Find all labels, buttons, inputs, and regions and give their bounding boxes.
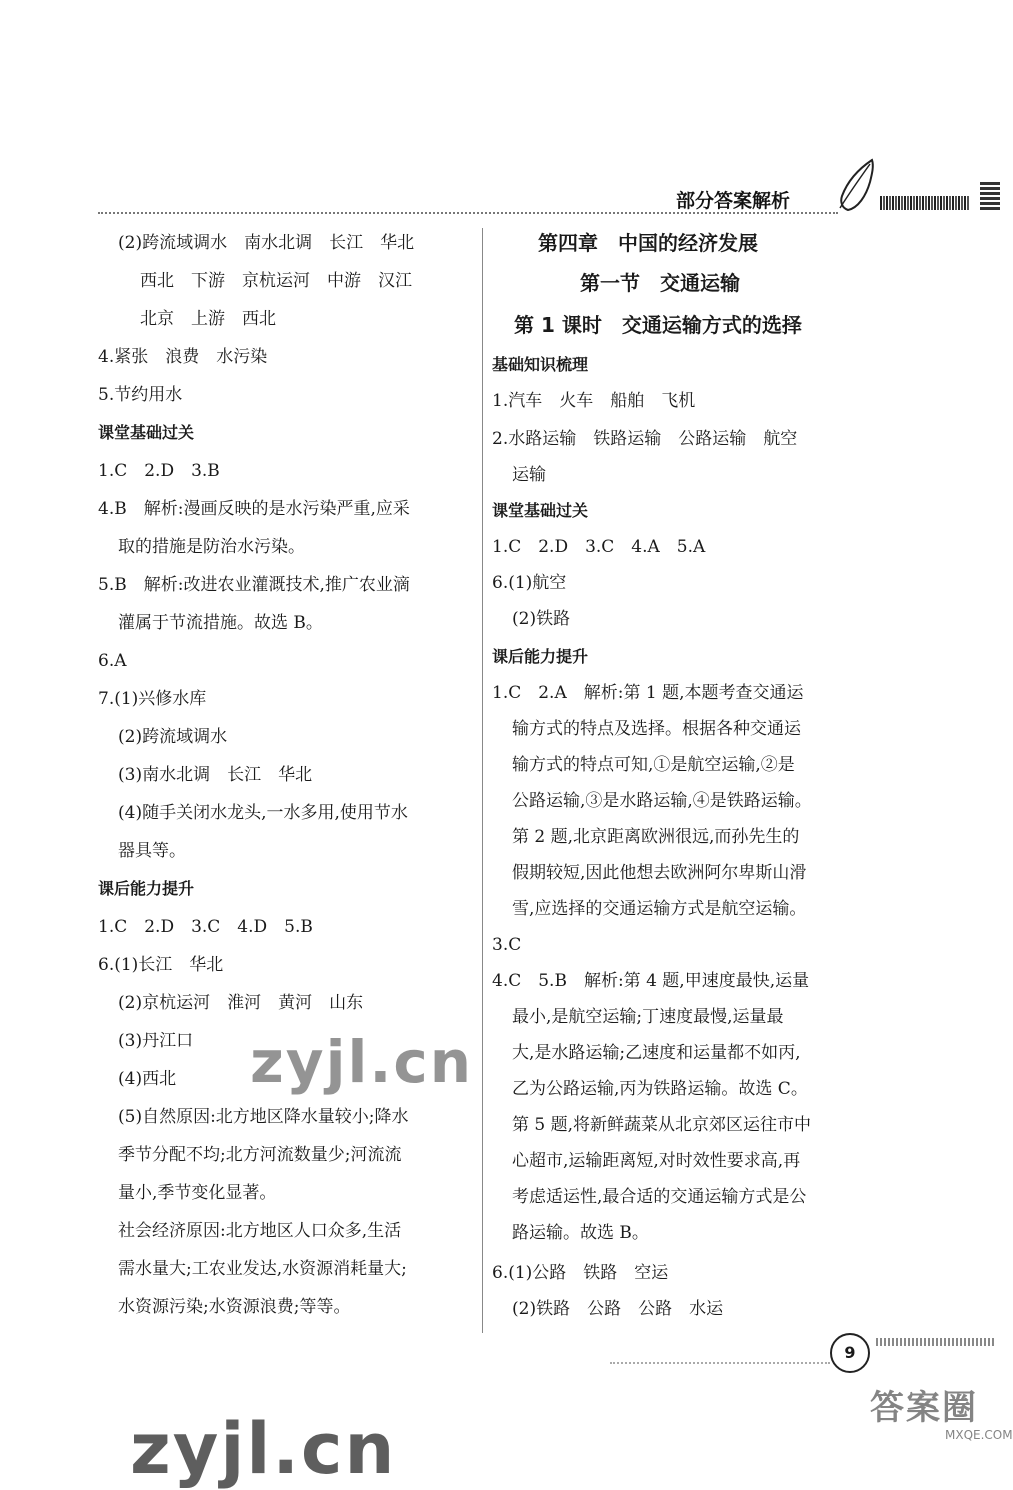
header-decor-bar [880,196,970,210]
answer-line: 水资源污染;水资源浪费;等等。 [118,1297,351,1317]
subsection-heading: 课堂基础过关 [492,501,589,520]
answer-line: 6.A [98,651,127,671]
subsection-heading: 课堂基础过关 [98,423,195,442]
column-divider [482,228,483,1333]
answer-line: 1.C 2.A 解析:第 1 题,本题考查交通运 [492,683,804,703]
answer-line: 季节分配不均;北方河流数量少;河流流 [118,1145,402,1165]
answer-line: 4.C 5.B 解析:第 4 题,甲速度最快,运量 [492,971,810,991]
answer-line: (3)南水北调 长江 华北 [118,765,313,785]
answer-line: (3)丹江口 [118,1031,194,1051]
answer-line: 运输 [512,465,546,485]
answer-line: 3.C [492,935,522,955]
page-number: 9 [830,1333,870,1373]
section-heading: 第四章 中国的经济发展 [538,231,758,255]
answer-line: 量小,季节变化显著。 [118,1183,277,1203]
answer-line: 输方式的特点及选择。根据各种交通运 [512,719,801,739]
header-divider [98,212,838,214]
answer-line: (4)西北 [118,1069,177,1089]
answer-line: (5)自然原因:北方地区降水量较小;降水 [118,1107,409,1127]
answer-line: 路运输。故选 B。 [512,1223,649,1243]
footer-divider [610,1362,830,1364]
answer-line: 6.(1)长江 华北 [98,955,224,975]
answer-line: 4.B 解析:漫画反映的是水污染严重,应采 [98,499,410,519]
answer-line: 输方式的特点可知,①是航空运输,②是 [512,755,795,775]
subsection-heading: 课后能力提升 [492,647,589,666]
header-title: 部分答案解析 [676,190,791,212]
subsection-heading: 课后能力提升 [98,879,195,898]
answer-line: 取的措施是防治水污染。 [118,537,305,557]
answer-line: 心超市,运输距离短,对时效性要求高,再 [512,1151,801,1171]
header-decor-stripes [980,182,1000,212]
answer-line: 乙为公路运输,丙为铁路运输。故选 C。 [512,1079,808,1099]
answer-line: 社会经济原因:北方地区人口众多,生活 [118,1221,402,1241]
logo-url: MXQE.COM [945,1428,1013,1442]
answer-line: 第 5 题,将新鲜蔬菜从北京郊区运往市中 [512,1115,812,1135]
answer-line: 1.C 2.D 3.C 4.D 5.B [98,917,313,937]
answer-line: (4)随手关闭水龙头,一水多用,使用节水 [118,803,408,823]
answer-line: 5.B 解析:改进农业灌溉技术,推广农业滴 [98,575,410,595]
site-logo [870,1380,1013,1442]
subsection-heading: 基础知识梳理 [492,355,589,374]
answer-line: 2.水路运输 铁路运输 公路运输 航空 [492,429,798,449]
watermark-middle: zyjl.cn [250,1028,474,1096]
answer-line: (2)京杭运河 淮河 黄河 山东 [118,993,364,1013]
answer-line: 第 2 题,北京距离欧洲很远,而孙先生的 [512,827,800,847]
logo-text: 答案圈 [870,1388,978,1428]
answer-line: 大,是水路运输;乙速度和运量都不如丙, [512,1043,801,1063]
answer-line: 1.C 2.D 3.B [98,461,220,481]
answer-line: (2)铁路 [512,609,571,629]
answer-line: 假期较短,因此他想去欧洲阿尔卑斯山滑 [512,863,807,883]
answer-line: 5.节约用水 [98,385,183,405]
answer-line: 7.(1)兴修水库 [98,689,207,709]
answer-line: 4.紧张 浪费 水污染 [98,347,268,367]
answer-line: 需水量大;工农业发达,水资源消耗量大; [118,1259,407,1279]
answer-line: 6.(1)公路 铁路 空运 [492,1263,669,1283]
watermark-bottom: zyjl.cn [130,1408,397,1490]
section-heading: 第 1 课时 交通运输方式的选择 [514,313,802,337]
section-heading: 第一节 交通运输 [580,271,740,295]
answer-line: 灌属于节流措施。故选 B。 [118,613,323,633]
answer-line: 1.汽车 火车 船舶 飞机 [492,391,696,411]
feather-icon [830,158,880,213]
answer-line: 器具等。 [118,841,186,861]
answer-line: 考虑适运性,最合适的交通运输方式是公 [512,1187,807,1207]
answer-line: 6.(1)航空 [492,573,567,593]
answer-line: 西北 下游 京杭运河 中游 汉江 [140,271,412,291]
answer-line: 北京 上游 西北 [140,309,276,329]
answer-line: 最小,是航空运输;丁速度最慢,运量最 [512,1007,784,1027]
answer-line: (2)铁路 公路 公路 水运 [512,1299,724,1319]
answer-line: 1.C 2.D 3.C 4.A 5.A [492,537,706,557]
answer-line: (2)跨流域调水 [118,727,228,747]
answer-line: 雪,应选择的交通运输方式是航空运输。 [512,899,807,919]
answer-line: (2)跨流域调水 南水北调 长江 华北 [118,233,415,253]
answer-line: 公路运输,③是水路运输,④是铁路运输。 [512,791,812,811]
footer-decor-bar [876,1338,996,1346]
